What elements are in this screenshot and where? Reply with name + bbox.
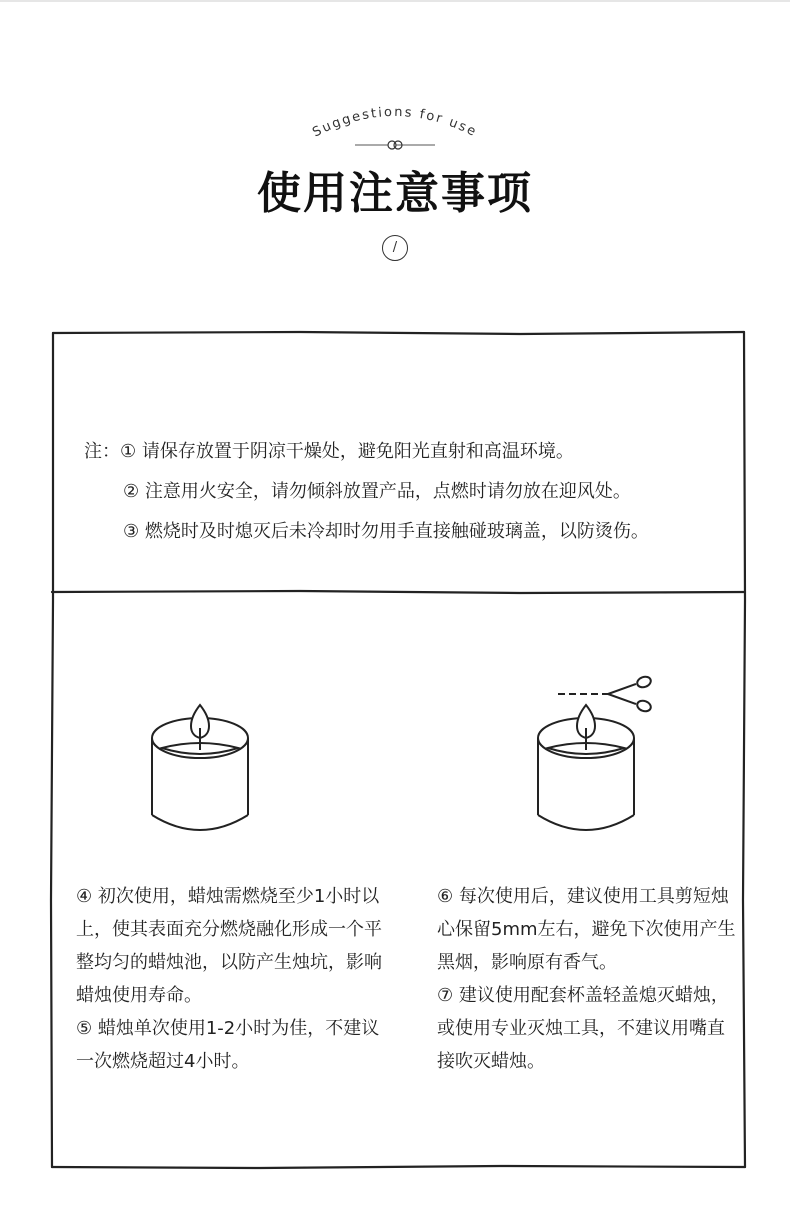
page-title: 使用注意事项 [257, 168, 533, 219]
note-line-2 [84, 472, 649, 512]
slash-circle-icon: / [382, 235, 408, 261]
svg-text:Suggestions for use [310, 105, 479, 141]
note-item-2: ② 注意用火安全，请勿倾斜放置产品，点燃时请勿放在迎风处。 [123, 481, 631, 502]
note-item-3: ③ 燃烧时及时熄灭后未冷却时勿用手直接触碰玻璃盖，以防烫伤。 [123, 521, 649, 542]
top-border-line [0, 0, 790, 2]
usage-notes [84, 432, 649, 552]
tips-left-column [76, 880, 396, 1078]
tips-right-column [437, 880, 737, 1078]
divider-rings-icon [355, 138, 435, 152]
tip-item-6: ⑥ 每次使用后，建议使用工具剪短烛心保留5mm左右，避免下次使用产生黑烟，影响原有香气。 [437, 886, 736, 973]
note-item-1: ① 请保存放置于阴凉干燥处，避免阳光直射和高温环境。 [120, 441, 574, 462]
note-line-3 [84, 512, 649, 552]
note-line-1 [84, 432, 649, 472]
candle-icon [140, 700, 265, 840]
tip-item-5: ⑤ 蜡烛单次使用1-2小时为佳，不建议一次燃烧超过4小时。 [76, 1018, 380, 1072]
arc-subtitle: Suggestions for use [310, 104, 480, 141]
tip-item-7: ⑦ 建议使用配套杯盖轻盖熄灭蜡烛，或使用专业灭烛工具，不建议用嘴直接吹灭蜡烛。 [437, 985, 729, 1072]
tip-item-4: ④ 初次使用，蜡烛需燃烧至少1小时以上，使其表面充分燃烧融化形成一个平整均匀的蜡烛池，以防产生烛坑，影响蜡烛使用寿命。 [76, 886, 382, 1006]
candle-with-scissors-icon [520, 670, 660, 840]
note-prefix: 注： [84, 441, 120, 462]
